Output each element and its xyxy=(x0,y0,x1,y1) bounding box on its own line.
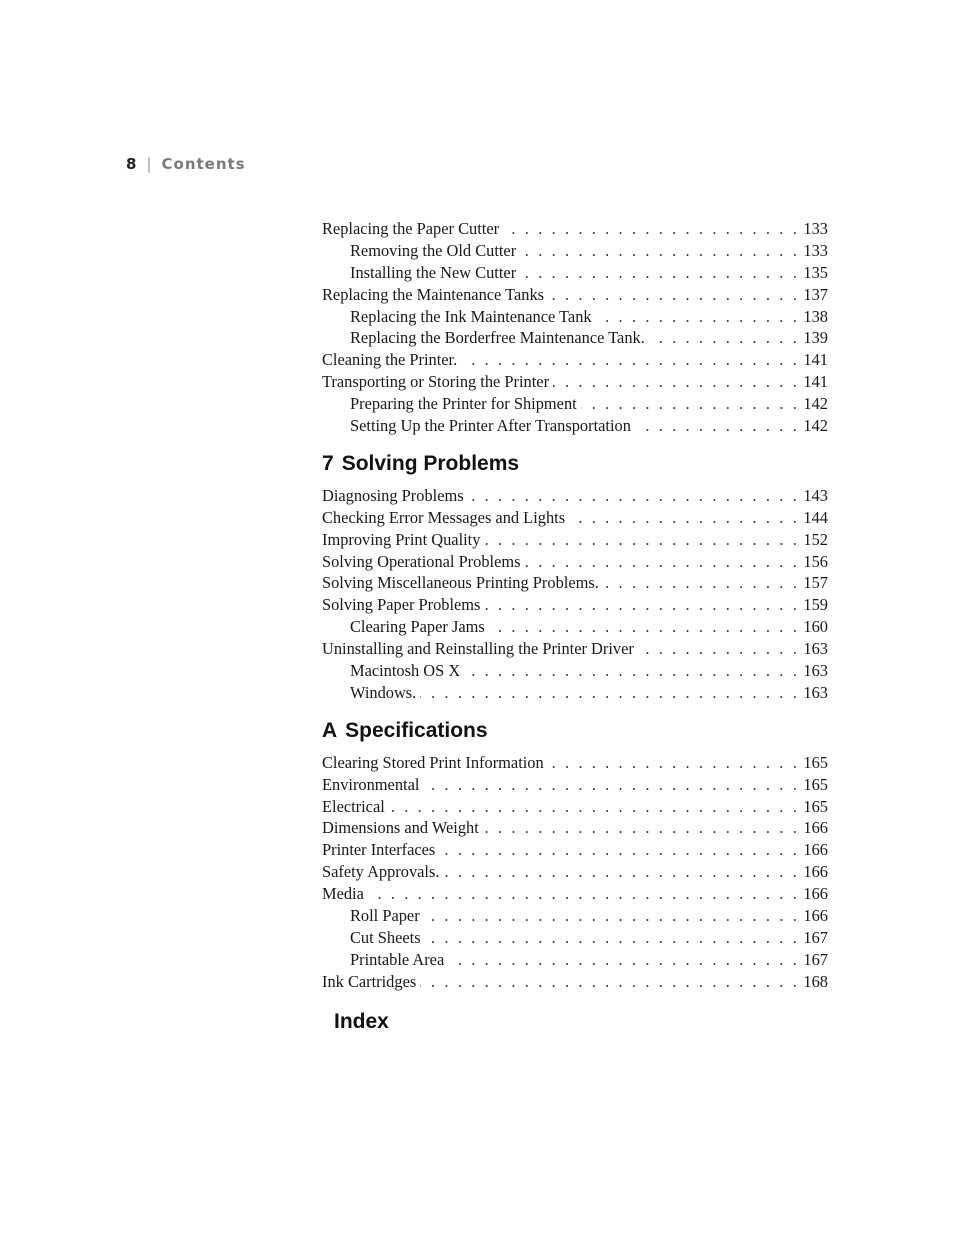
toc-entry-page: 141 xyxy=(803,350,828,370)
dot-leader xyxy=(548,284,799,306)
toc-entry-page: 166 xyxy=(803,840,828,860)
toc-entry-title: Removing the Old Cutter xyxy=(350,240,517,260)
toc-entry-page: 168 xyxy=(803,971,828,991)
toc-entry-title: Macintosh OS X xyxy=(350,661,461,681)
dot-leader xyxy=(424,905,800,927)
chapter-heading xyxy=(322,451,828,477)
toc-entry-title: Checking Error Messages and Lights xyxy=(322,507,566,527)
toc-entry-title: Preparing the Printer for Shipment xyxy=(350,394,577,414)
toc-entry-title: Cleaning the Printer. xyxy=(322,350,458,370)
dot-leader xyxy=(439,839,799,861)
dot-leader xyxy=(581,393,800,415)
toc-entry[interactable] xyxy=(322,971,828,993)
toc-entry-page: 163 xyxy=(803,661,828,681)
toc-entry-title: Media xyxy=(322,884,364,904)
toc-entry[interactable] xyxy=(322,682,828,704)
toc-entry[interactable] xyxy=(322,796,828,818)
toc-entry[interactable] xyxy=(322,551,828,573)
toc-entry-title: Windows. xyxy=(350,682,417,702)
toc-entry[interactable] xyxy=(322,393,828,415)
toc-entry[interactable] xyxy=(322,371,828,393)
toc-entry[interactable] xyxy=(322,284,828,306)
toc-entry[interactable] xyxy=(322,839,828,861)
toc-entry[interactable] xyxy=(322,572,828,594)
toc-entry-page: 160 xyxy=(803,617,828,637)
toc-entry-page: 137 xyxy=(803,284,828,304)
toc-entry[interactable] xyxy=(322,306,828,328)
dot-leader xyxy=(596,306,800,328)
chapter-title: Specifications xyxy=(345,718,488,742)
toc-entry-page: 157 xyxy=(803,573,828,593)
section-name: Contents xyxy=(161,155,246,173)
toc-entry-title: Improving Print Quality xyxy=(322,529,481,549)
toc-entry[interactable] xyxy=(322,349,828,371)
toc-entry-page: 133 xyxy=(803,219,828,238)
header-separator: | xyxy=(146,155,153,173)
dot-leader xyxy=(520,262,799,284)
dot-leader xyxy=(553,371,799,393)
toc-entry-title: Cut Sheets xyxy=(350,927,421,947)
index-heading[interactable]: Index xyxy=(334,1009,389,1033)
running-head xyxy=(126,155,246,173)
toc-entry-title: Uninstalling and Reinstalling the Printer Driver xyxy=(322,639,634,659)
toc-entry-page: 159 xyxy=(803,595,828,615)
toc-entry-title: Installing the New Cutter xyxy=(350,262,517,282)
toc-entry[interactable] xyxy=(322,949,828,971)
toc-entry-page: 167 xyxy=(803,949,828,969)
toc-entry[interactable] xyxy=(322,240,828,262)
dot-leader xyxy=(420,682,799,704)
toc-entry-page: 166 xyxy=(803,818,828,838)
dot-leader xyxy=(603,572,800,594)
dot-leader xyxy=(425,927,800,949)
dot-leader xyxy=(423,774,799,796)
toc-entry[interactable] xyxy=(322,529,828,551)
dot-leader xyxy=(635,415,800,437)
toc-entry-title: Solving Miscellaneous Printing Problems. xyxy=(322,573,599,593)
toc-entry-title: Clearing Paper Jams xyxy=(350,617,485,637)
toc-entry[interactable] xyxy=(322,218,828,240)
dot-leader xyxy=(464,660,799,682)
toc-entry-page: 166 xyxy=(803,906,828,926)
dot-leader xyxy=(520,240,799,262)
toc-entry-title: Setting Up the Printer After Transportation xyxy=(350,416,631,436)
chapter-number: A xyxy=(322,718,338,742)
dot-leader xyxy=(448,949,799,971)
dot-leader xyxy=(503,218,799,240)
toc-entry-page: 142 xyxy=(803,394,828,414)
page-number: 8 xyxy=(126,155,138,173)
toc-entry-page: 133 xyxy=(803,240,828,260)
dot-leader xyxy=(468,485,800,507)
toc-entry[interactable] xyxy=(322,861,828,883)
toc-entry-page: 165 xyxy=(803,752,828,772)
toc-entry-title: Transporting or Storing the Printer xyxy=(322,372,550,392)
dot-leader xyxy=(389,796,800,818)
dot-leader xyxy=(420,971,799,993)
toc-entry-title: Clearing Stored Print Information xyxy=(322,752,544,772)
toc-entry[interactable] xyxy=(322,485,828,507)
dot-leader xyxy=(649,327,800,349)
toc-entry-title: Diagnosing Problems xyxy=(322,485,464,505)
dot-leader xyxy=(483,817,800,839)
toc-entry-title: Replacing the Ink Maintenance Tank xyxy=(350,306,592,326)
dot-leader xyxy=(461,349,799,371)
toc-entry[interactable] xyxy=(322,327,828,349)
toc-entry-page: 156 xyxy=(803,551,828,571)
toc-entry-page: 163 xyxy=(803,639,828,659)
toc-entry-title: Solving Operational Problems xyxy=(322,551,521,571)
toc-entry[interactable] xyxy=(322,415,828,437)
table-of-contents xyxy=(322,218,828,1043)
toc-entry-title: Replacing the Maintenance Tanks xyxy=(322,284,545,304)
toc-entry-page: 152 xyxy=(803,529,828,549)
toc-entry[interactable] xyxy=(322,507,828,529)
toc-entry-title: Roll Paper xyxy=(350,906,420,926)
toc-entry[interactable] xyxy=(322,927,828,949)
toc-entry-page: 142 xyxy=(803,416,828,436)
toc-entry[interactable] xyxy=(322,752,828,774)
toc-entry-title: Electrical xyxy=(322,796,385,816)
toc-entry[interactable] xyxy=(322,905,828,927)
chapter-number: 7 xyxy=(322,451,334,475)
dot-leader xyxy=(638,638,800,660)
toc-entry-page: 138 xyxy=(803,306,828,326)
toc-entry-title: Printer Interfaces xyxy=(322,840,436,860)
chapter-heading xyxy=(322,718,828,744)
toc-entry[interactable] xyxy=(322,616,828,638)
toc-entry-page: 167 xyxy=(803,927,828,947)
dot-leader xyxy=(368,883,800,905)
toc-entry[interactable] xyxy=(322,594,828,616)
dot-leader xyxy=(443,861,799,883)
toc-entry-page: 135 xyxy=(803,262,828,282)
dot-leader xyxy=(569,507,799,529)
dot-leader xyxy=(548,752,800,774)
toc-entry-page: 144 xyxy=(803,507,828,527)
toc-entry-title: Replacing the Paper Cutter xyxy=(322,219,500,238)
toc-entry-page: 143 xyxy=(803,485,828,505)
toc-entry-title: Dimensions and Weight xyxy=(322,818,479,838)
dot-leader xyxy=(489,616,800,638)
toc-entry-page: 163 xyxy=(803,682,828,702)
toc-entry[interactable] xyxy=(322,883,828,905)
toc-entry-page: 165 xyxy=(803,796,828,816)
dot-leader xyxy=(525,551,800,573)
chapter-title: Solving Problems xyxy=(341,451,520,475)
toc-entry[interactable] xyxy=(322,262,828,284)
toc-entry[interactable] xyxy=(322,660,828,682)
toc-entry-page: 141 xyxy=(803,372,828,392)
toc-entry-page: 139 xyxy=(803,328,828,348)
toc-entry-page: 166 xyxy=(803,884,828,904)
toc-entry-page: 165 xyxy=(803,774,828,794)
dot-leader xyxy=(484,594,799,616)
toc-entry-page: 166 xyxy=(803,862,828,882)
dot-leader xyxy=(484,529,799,551)
toc-entry-title: Safety Approvals. xyxy=(322,862,440,882)
toc-entry-title: Solving Paper Problems xyxy=(322,595,481,615)
toc-entry-title: Environmental xyxy=(322,774,420,794)
toc-entry-title: Replacing the Borderfree Maintenance Tank. xyxy=(350,328,645,348)
toc-entry[interactable] xyxy=(322,774,828,796)
toc-entry-title: Printable Area xyxy=(350,949,445,969)
toc-entry-title: Ink Cartridges xyxy=(322,971,417,991)
toc-entry[interactable] xyxy=(322,817,828,839)
toc-entry[interactable] xyxy=(322,638,828,660)
